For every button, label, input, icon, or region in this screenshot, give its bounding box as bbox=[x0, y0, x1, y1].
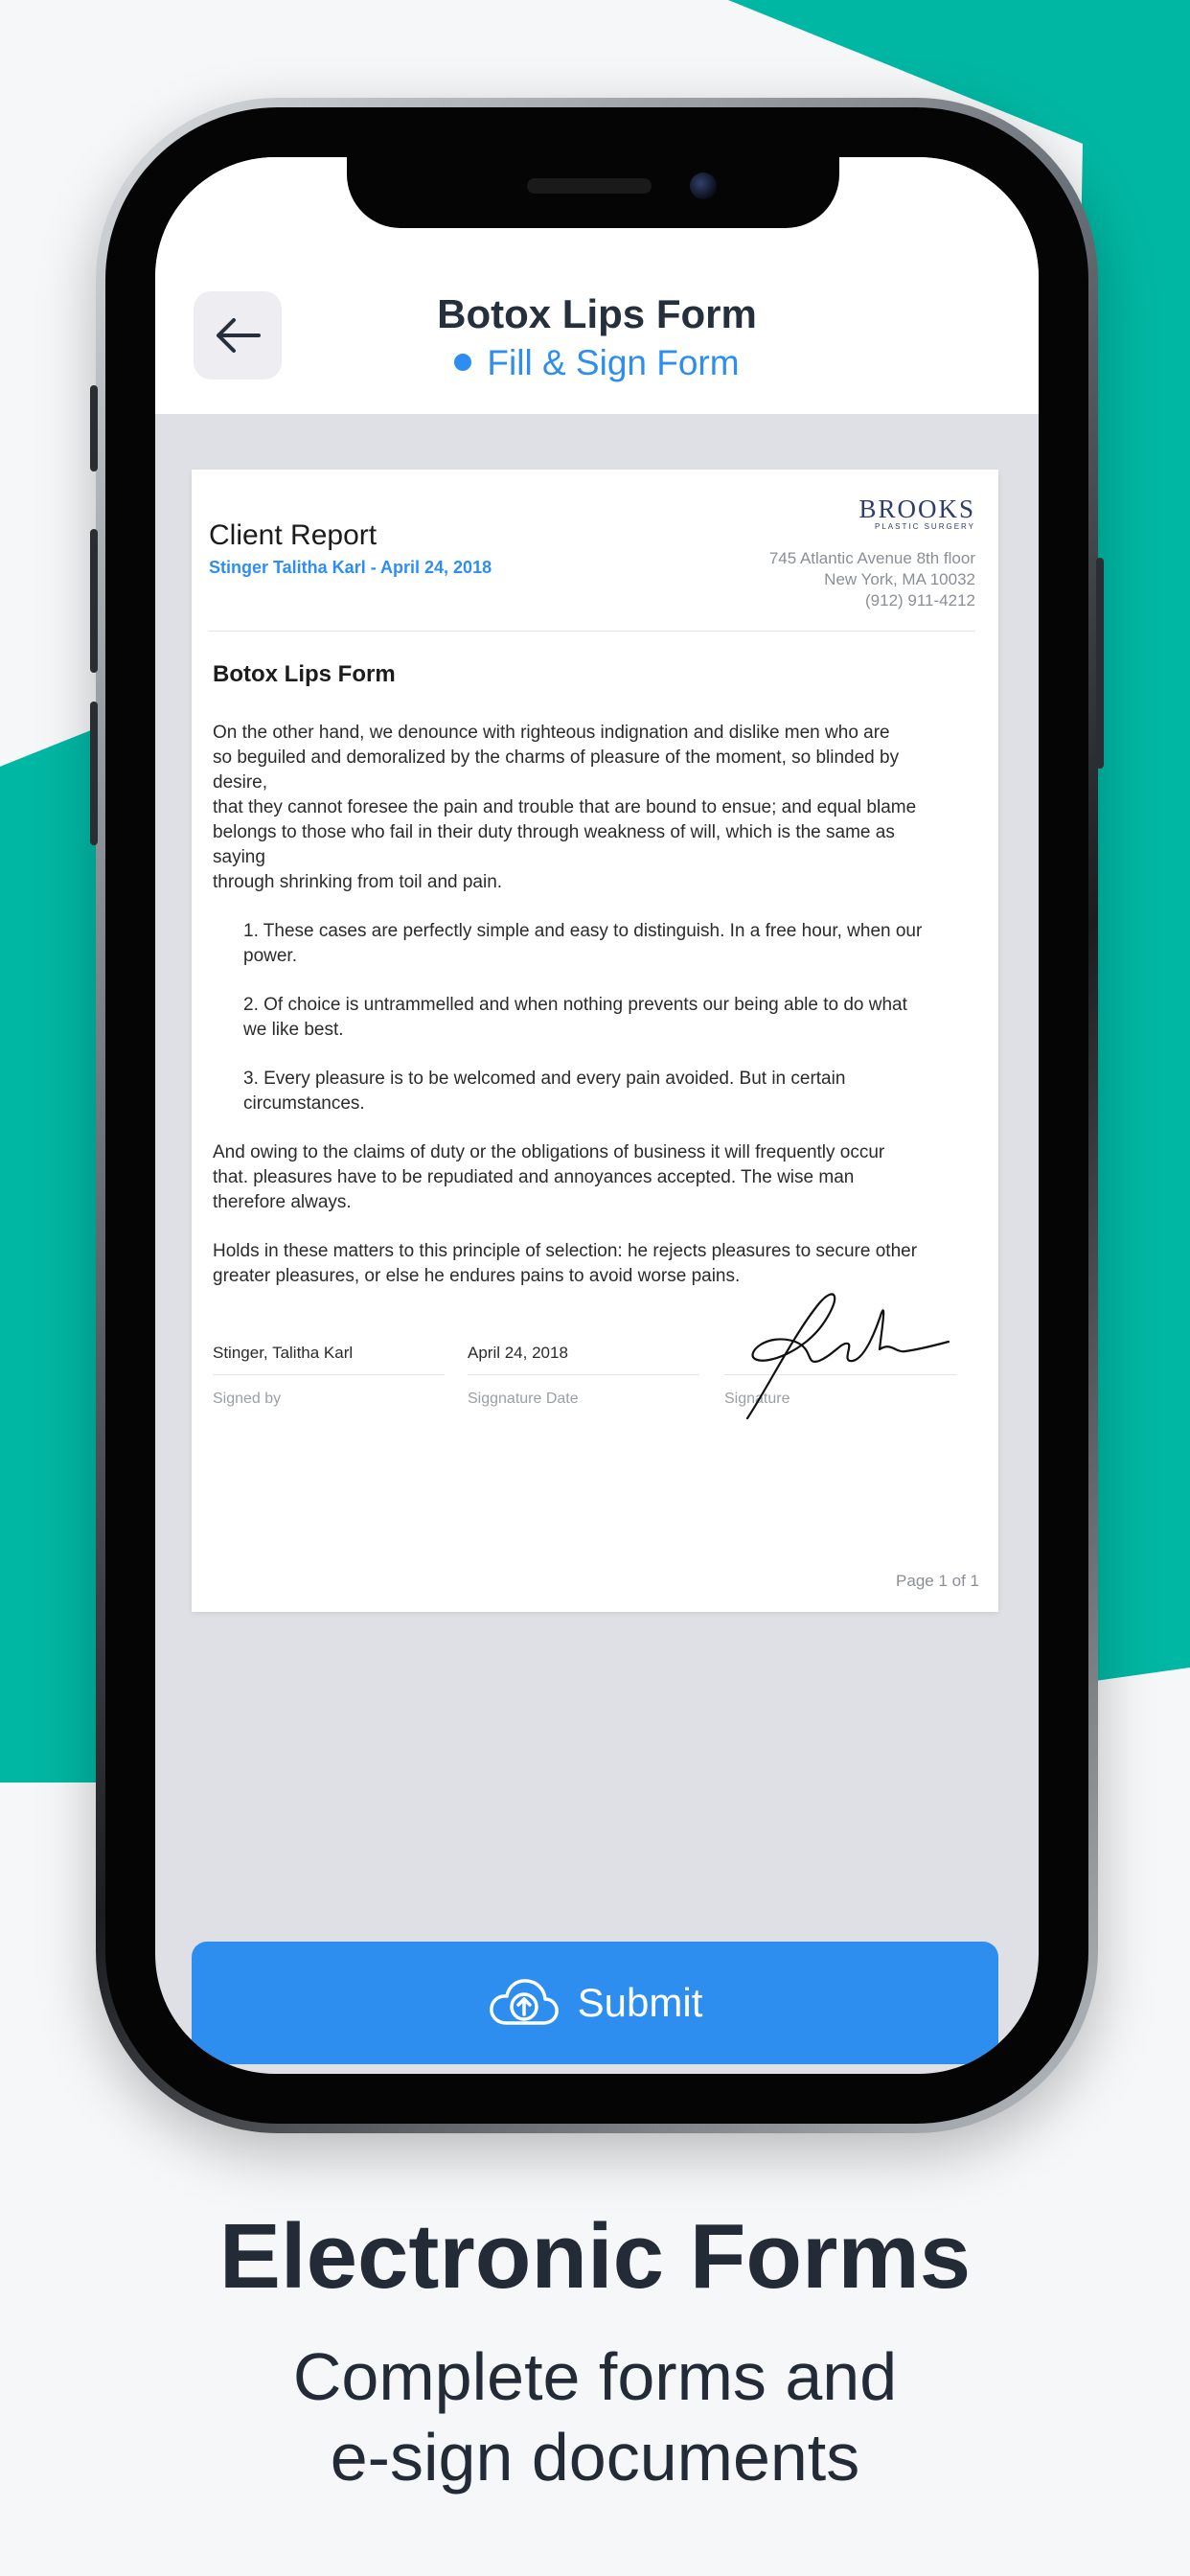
paragraph: And owing to the claims of duty or the obligations of business it will frequently occur that. pleasures have to be repudiated and annoyances accepted. The wise man therefore always. bbox=[213, 1142, 885, 1212]
app-screen bbox=[155, 157, 1039, 2074]
field-underline bbox=[213, 1374, 445, 1375]
document-meta: Stinger Talitha Karl - April 24, 2018 bbox=[209, 558, 492, 577]
cloud-upload-icon bbox=[488, 1975, 561, 2031]
signed-by-value: Stinger, Talitha Karl bbox=[213, 1344, 354, 1362]
power-button bbox=[1096, 558, 1104, 769]
document-body bbox=[213, 721, 970, 1313]
clinic-address bbox=[769, 548, 975, 611]
signature-date-value: April 24, 2018 bbox=[468, 1344, 568, 1362]
camera-notch bbox=[347, 157, 839, 228]
document-title: Client Report bbox=[209, 519, 378, 551]
subline-line: Complete forms and bbox=[292, 2339, 898, 2414]
status-dot-icon bbox=[454, 354, 471, 371]
form-status bbox=[155, 343, 1039, 383]
address-phone: (912) 911-4212 bbox=[865, 591, 975, 610]
signature-date-label: Siggnature Date bbox=[468, 1391, 579, 1407]
signature-date-field bbox=[468, 1344, 699, 1408]
signed-by-field bbox=[213, 1344, 445, 1408]
volume-down-button bbox=[90, 702, 98, 845]
subline-line: e-sign documents bbox=[330, 2420, 860, 2495]
address-line: 745 Atlantic Avenue 8th floor bbox=[768, 549, 975, 567]
paragraph: Holds in these matters to this principle of selection: he rejects pleasures to secure other greater pleasures, or else he endures pains to avoid worse pains. bbox=[213, 1241, 918, 1286]
phone-frame bbox=[96, 98, 1098, 2133]
marketing-headline: Electronic Forms bbox=[218, 2205, 972, 2308]
marketing-subline bbox=[0, 2336, 1190, 2497]
handwritten-signature bbox=[728, 1275, 958, 1428]
signature-label: Signature bbox=[724, 1391, 790, 1407]
form-title: Botox Lips Form bbox=[213, 661, 396, 687]
logo-subtitle: PLASTIC SURGERY bbox=[875, 522, 975, 531]
list-item: 3. Every pleasure is to be welcomed and every pain avoided. But in certain circumstances. bbox=[243, 1069, 846, 1114]
address-line: New York, MA 10032 bbox=[824, 570, 975, 588]
document-preview[interactable] bbox=[192, 470, 998, 1612]
logo-text: BROOKS bbox=[858, 494, 975, 523]
field-underline bbox=[468, 1374, 699, 1375]
speaker-grille bbox=[527, 178, 652, 194]
page-title: Botox Lips Form bbox=[437, 291, 757, 336]
clinic-logo bbox=[858, 494, 975, 531]
signed-by-label: Signed by bbox=[213, 1391, 282, 1407]
submit-button[interactable] bbox=[192, 1942, 998, 2064]
paragraph: On the other hand, we denounce with righteous indignation and dislike men who are so beguiled and demoralized by the charms of pleasure of the moment, so blinded by desire, that they cannot foresee the pain and trouble that are bound to ensue; and equal blame belongs to those who fail in their duty through weakness of will, which is the same as saying through shrinking from toil and pain. bbox=[213, 723, 917, 892]
form-status-label: Fill & Sign Form bbox=[487, 343, 740, 382]
list-item: 2. Of choice is untrammelled and when nothing prevents our being able to do what we like best. bbox=[243, 995, 907, 1040]
front-camera bbox=[690, 172, 717, 199]
submit-label: Submit bbox=[577, 1980, 703, 2025]
list-item: 1. These cases are perfectly simple and easy to distinguish. In a free hour, when our power. bbox=[243, 921, 923, 966]
mute-switch bbox=[90, 385, 98, 472]
volume-up-button bbox=[90, 529, 98, 673]
page-indicator: Page 1 of 1 bbox=[896, 1572, 979, 1590]
divider bbox=[209, 631, 975, 632]
